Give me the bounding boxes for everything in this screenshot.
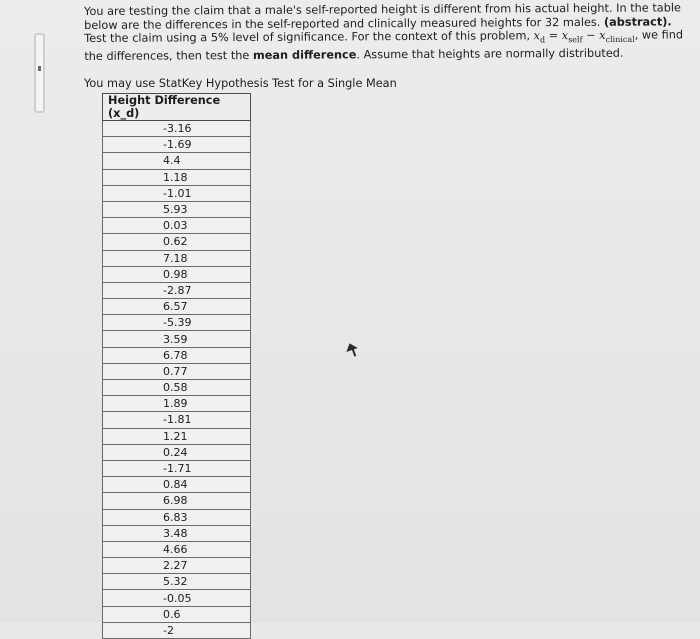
table-cell: 6.78 bbox=[103, 347, 251, 363]
table-row bbox=[103, 363, 251, 379]
table-cell: -0.05 bbox=[103, 590, 251, 606]
formula-xd-sub: d bbox=[540, 35, 546, 45]
table-row bbox=[103, 460, 251, 476]
table-row bbox=[103, 218, 251, 234]
table-row bbox=[103, 121, 251, 137]
table-row bbox=[103, 331, 251, 347]
question-part3: , we find the differences, then test the bbox=[84, 28, 684, 63]
formula bbox=[534, 29, 635, 43]
table-cell: 0.84 bbox=[103, 477, 251, 493]
table-row bbox=[103, 266, 251, 282]
table-row bbox=[103, 396, 251, 412]
table-cell: 1.21 bbox=[103, 428, 251, 444]
table-cell: -1.01 bbox=[103, 185, 251, 201]
table-row bbox=[103, 201, 251, 217]
scroll-handle-icon[interactable] bbox=[34, 33, 45, 113]
table-cell: 0.58 bbox=[103, 380, 251, 396]
table-cell: -1.81 bbox=[103, 412, 251, 428]
table-row bbox=[103, 299, 251, 315]
table-row bbox=[103, 380, 251, 396]
formula-eq: = bbox=[545, 29, 562, 43]
table-row bbox=[103, 574, 251, 590]
table-row bbox=[103, 234, 251, 250]
statkey-line bbox=[84, 77, 397, 90]
table-row bbox=[103, 558, 251, 574]
statkey-link[interactable]: StatKey Hypothesis Test for a Single Mean bbox=[158, 77, 397, 90]
table-row bbox=[103, 412, 251, 428]
table-cell: -2 bbox=[103, 622, 251, 638]
table-row bbox=[103, 153, 251, 169]
table-cell: 0.62 bbox=[103, 234, 251, 250]
question-abstract: (abstract). bbox=[603, 14, 672, 29]
table-row bbox=[103, 541, 251, 557]
table-cell: 0.6 bbox=[103, 606, 251, 622]
marker-icon bbox=[38, 66, 41, 71]
table-row bbox=[103, 315, 251, 331]
table-cell: 0.24 bbox=[103, 444, 251, 460]
table-cell: 3.59 bbox=[103, 331, 251, 347]
table-body bbox=[103, 121, 251, 639]
table-cell: 6.83 bbox=[103, 509, 251, 525]
question-part1: You are testing the claim that a male's self-reported height is different from his actual height. In the table below are the differences in the self-reported and clinically measured heights for 32 males. bbox=[84, 1, 681, 32]
table-row bbox=[103, 428, 251, 444]
table-cell: 2.27 bbox=[103, 558, 251, 574]
table-cell: 5.93 bbox=[103, 201, 251, 217]
question-part2: Test the claim using a 5% level of significance. For the context of this problem, bbox=[84, 29, 534, 45]
table-cell: 0.77 bbox=[103, 363, 251, 379]
question-text bbox=[84, 1, 684, 63]
table-row bbox=[103, 282, 251, 298]
table-row bbox=[103, 493, 251, 509]
formula-xclin-sub: clinical bbox=[605, 34, 635, 45]
table-row bbox=[103, 137, 251, 153]
table-cell: 5.32 bbox=[103, 574, 251, 590]
table-cell: 4.66 bbox=[103, 541, 251, 557]
formula-xclin: x bbox=[599, 28, 606, 42]
table-row bbox=[103, 347, 251, 363]
table-cell: 1.89 bbox=[103, 396, 251, 412]
table-cell: 7.18 bbox=[103, 250, 251, 266]
table-row bbox=[103, 525, 251, 541]
statkey-prefix: You may use bbox=[84, 77, 159, 90]
question-mean-difference: mean difference bbox=[252, 48, 357, 62]
table-row bbox=[103, 185, 251, 201]
table-row bbox=[103, 590, 251, 606]
formula-xself-sub: self bbox=[568, 35, 583, 45]
formula-xself: x bbox=[561, 29, 569, 43]
table-row bbox=[103, 169, 251, 185]
table-row bbox=[103, 444, 251, 460]
table-row bbox=[103, 606, 251, 622]
table-cell: 6.98 bbox=[103, 493, 251, 509]
table-cell: -3.16 bbox=[103, 121, 251, 137]
table-header-row bbox=[103, 94, 251, 121]
table-cell: 4.4 bbox=[103, 153, 251, 169]
table-cell: -1.69 bbox=[103, 137, 251, 153]
formula-xd: x bbox=[533, 29, 541, 43]
table-cell: 0.98 bbox=[103, 266, 251, 282]
table-row bbox=[103, 622, 251, 638]
table-header: Height Difference (x_d) bbox=[103, 94, 251, 121]
formula-minus: − bbox=[582, 28, 600, 42]
table-cell: -1.71 bbox=[103, 460, 251, 476]
table-row bbox=[103, 477, 251, 493]
table-row bbox=[103, 509, 251, 525]
table-cell: -5.39 bbox=[103, 315, 251, 331]
table-cell: 6.57 bbox=[103, 299, 251, 315]
table-cell: -2.87 bbox=[103, 282, 251, 298]
table-cell: 1.18 bbox=[103, 169, 251, 185]
mouse-pointer-icon bbox=[346, 343, 358, 357]
question-part4: . Assume that heights are normally distributed. bbox=[356, 46, 624, 62]
height-difference-table bbox=[102, 93, 251, 639]
table-cell: 3.48 bbox=[103, 525, 251, 541]
table-row bbox=[103, 250, 251, 266]
table-cell: 0.03 bbox=[103, 218, 251, 234]
